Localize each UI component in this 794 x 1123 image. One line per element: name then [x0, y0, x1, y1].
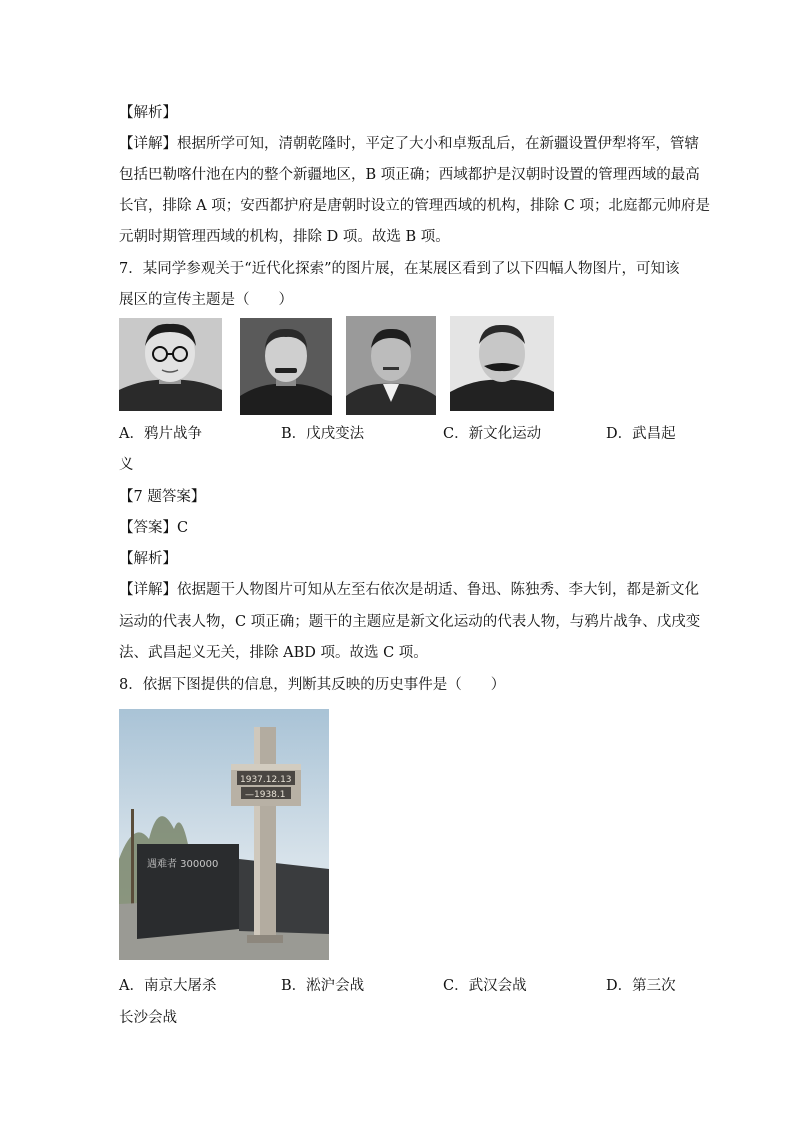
option-d-wrap: 长沙会战 — [119, 1010, 177, 1026]
analysis-label: 【解析】 — [119, 105, 177, 121]
option-d-wrap: 义 — [119, 457, 134, 473]
option-c: C．新文化运动 — [443, 426, 542, 442]
detail-line: 长官，排除 A 项；安西都护府是唐朝时设立的管理西域的机构，排除 C 项；北庭都元帅府是 — [119, 198, 710, 214]
cross-inscription-line-2: —1938.1 — [245, 790, 286, 800]
detail-line: 法、武昌起义无关，排除 ABD 项。故选 C 项。 — [119, 645, 428, 661]
question-7-stem: 展区的宣传主题是（ ） — [119, 292, 293, 308]
option-a: A．鸦片战争 — [119, 426, 202, 442]
question-8-stem: 8．依据下图提供的信息，判断其反映的历史事件是（ ） — [119, 677, 506, 693]
detail-line: 【详解】根据所学可知，清朝乾隆时，平定了大小和卓叛乱后，在新疆设置伊犁将军，管辖 — [119, 136, 699, 152]
option-b: B．淞沪会战 — [281, 978, 365, 994]
option-d: D．第三次 — [606, 978, 676, 994]
option-b: B．戊戌变法 — [281, 426, 365, 442]
answer-heading: 【7 题答案】 — [119, 489, 206, 505]
detail-line: 【详解】依据题干人物图片可知从左至右依次是胡适、鲁迅、陈独秀、李大钊，都是新文化 — [119, 582, 699, 598]
option-a: A．南京大屠杀 — [119, 978, 217, 994]
portrait-photo-3 — [346, 316, 436, 415]
portrait-photo-2 — [240, 318, 332, 415]
wall-inscription: 遇难者 300000 — [147, 859, 219, 870]
question-7-stem: 7．某同学参观关于“近代化探索”的图片展，在某展区看到了以下四幅人物图片，可知该 — [119, 261, 680, 277]
cross-inscription-line-1: 1937.12.13 — [240, 775, 292, 785]
memorial-cross-photo — [119, 709, 329, 960]
detail-line: 元朝时期管理西域的机构，排除 D 项。故选 B 项。 — [119, 229, 450, 245]
analysis-label: 【解析】 — [119, 551, 177, 567]
option-c: C．武汉会战 — [443, 978, 527, 994]
detail-line: 运动的代表人物，C 项正确；题干的主题应是新文化运动的代表人物，与鸦片战争、戊戌变 — [119, 614, 701, 630]
detail-line: 包括巴勒喀什池在内的整个新疆地区，B 项正确；西域都护是汉朝时设置的管理西域的最高 — [119, 167, 700, 183]
portrait-photo-1 — [119, 318, 222, 411]
portrait-photo-4 — [450, 316, 554, 411]
option-d: D．武昌起 — [606, 426, 676, 442]
answer-text: 【答案】C — [119, 520, 189, 536]
